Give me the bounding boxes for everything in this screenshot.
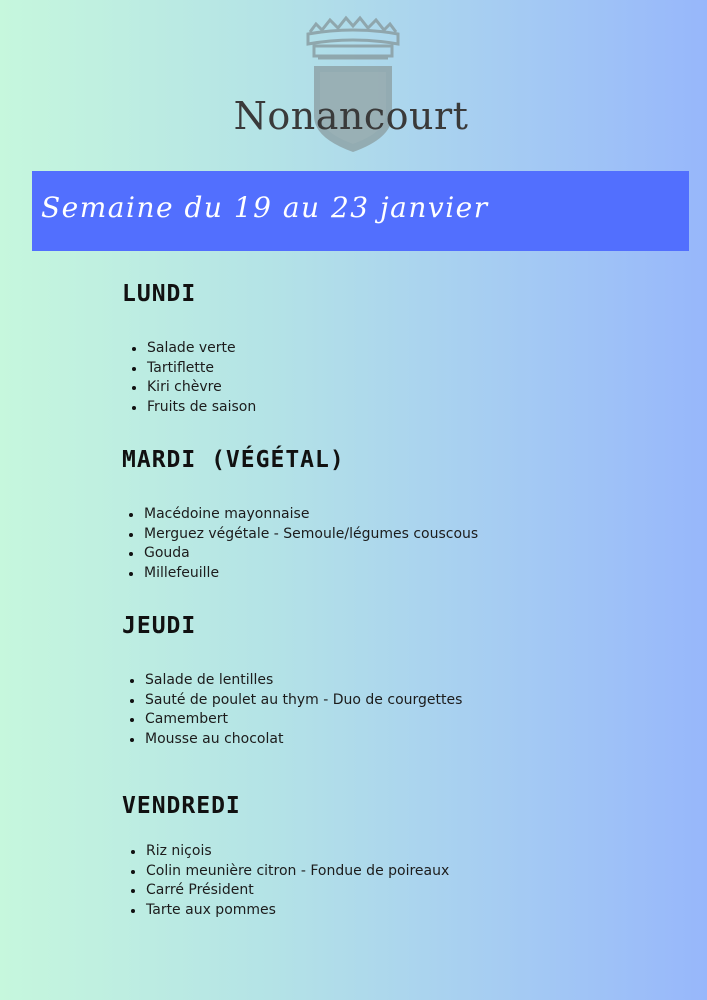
menu-list-jeudi (130, 671, 462, 750)
list-item: Tarte aux pommes (131, 901, 449, 921)
list-item: Sauté de poulet au thym - Duo de courgettes (130, 691, 462, 711)
list-item: Riz niçois (131, 842, 449, 862)
list-item: Mousse au chocolat (130, 730, 462, 750)
menu-list-lundi (132, 339, 256, 418)
day-heading-vendredi: VENDREDI (122, 793, 241, 819)
list-item: Gouda (129, 544, 478, 564)
list-item: Salade verte (132, 339, 256, 359)
menu-list-vendredi (131, 842, 449, 921)
list-item: Colin meunière citron - Fondue de poireaux (131, 862, 449, 882)
day-heading-mardi: MARDI (VÉGÉTAL) (122, 447, 345, 473)
list-item: Camembert (130, 710, 462, 730)
week-title: Semaine du 19 au 23 janvier (41, 191, 489, 224)
list-item: Millefeuille (129, 564, 478, 584)
town-name: Nonancourt (233, 94, 469, 138)
menu-list-mardi (129, 505, 478, 584)
list-item: Carré Président (131, 881, 449, 901)
day-heading-lundi: LUNDI (122, 281, 197, 307)
week-banner (32, 171, 689, 251)
list-item: Salade de lentilles (130, 671, 462, 691)
list-item: Macédoine mayonnaise (129, 505, 478, 525)
list-item: Merguez végétale - Semoule/légumes couscous (129, 525, 478, 545)
list-item: Kiri chèvre (132, 378, 256, 398)
list-item: Tartiflette (132, 359, 256, 379)
day-heading-jeudi: JEUDI (122, 613, 197, 639)
list-item: Fruits de saison (132, 398, 256, 418)
